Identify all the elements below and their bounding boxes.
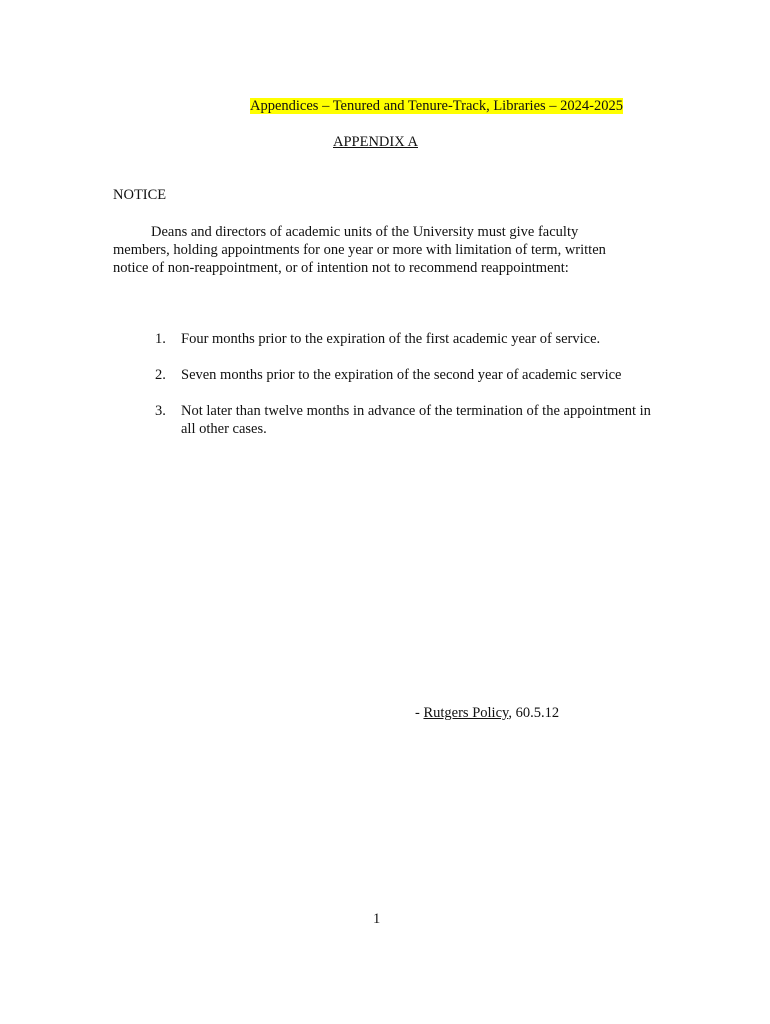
policy-citation bbox=[415, 705, 559, 722]
list-item-number: 1. bbox=[155, 331, 166, 347]
citation-suffix: , 60.5.12 bbox=[508, 705, 560, 721]
page-number: 1 bbox=[373, 911, 381, 927]
list-item bbox=[155, 366, 655, 384]
notice-heading: NOTICE bbox=[113, 187, 167, 203]
appendix-title: APPENDIX A bbox=[333, 134, 418, 150]
citation-source: Rutgers Policy bbox=[423, 705, 509, 721]
list-item-text: Seven months prior to the expiration of the second year of academic service bbox=[181, 367, 622, 383]
running-header-text: Appendices – Tenured and Tenure-Track, Libraries – 2024-2025 bbox=[250, 98, 623, 114]
citation-prefix: - bbox=[415, 705, 424, 721]
notice-list bbox=[155, 330, 655, 456]
list-item-text: Four months prior to the expiration of the first academic year of service. bbox=[181, 331, 601, 347]
list-item bbox=[155, 402, 655, 438]
list-item bbox=[155, 330, 655, 348]
list-item-number: 3. bbox=[155, 403, 166, 419]
list-item-text: Not later than twelve months in advance of the termination of the appointment in all other cases. bbox=[181, 403, 651, 437]
notice-paragraph: Deans and directors of academic units of the University must give faculty members, holding appointments for one year or more with limitation of term, written notice of non-reappointment, or of intention not to recommend reappointment: bbox=[113, 224, 606, 276]
list-item-number: 2. bbox=[155, 367, 166, 383]
running-header bbox=[250, 98, 623, 115]
